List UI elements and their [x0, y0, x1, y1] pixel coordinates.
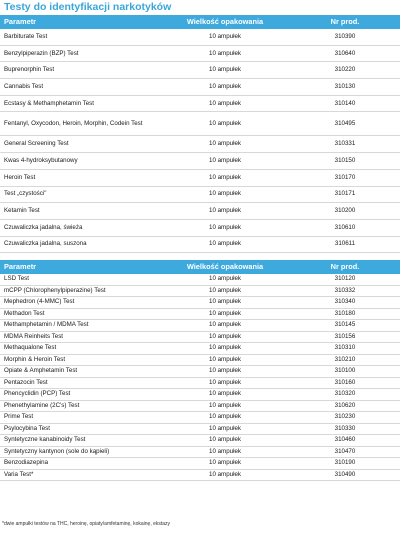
cell-product-number: 310230	[290, 412, 400, 424]
cell-package-size: 10 ampułek	[160, 446, 290, 458]
drug-tests-table-2	[0, 260, 400, 481]
cell-product-number: 310390	[290, 29, 400, 45]
cell-product-number: 310100	[290, 366, 400, 378]
table-row	[0, 308, 400, 320]
table-row	[0, 285, 400, 297]
cell-test-name: Varia Test*	[0, 469, 160, 481]
cell-test-name: Czuwaliczka jadalna, świeża	[0, 219, 160, 236]
table-row	[0, 45, 400, 62]
header-product-number: Nr prod.	[290, 260, 400, 274]
table-row	[0, 62, 400, 79]
table-row	[0, 354, 400, 366]
cell-product-number: 310170	[290, 169, 400, 186]
cell-product-number: 310490	[290, 469, 400, 481]
table-row	[0, 297, 400, 309]
cell-test-name: General Screening Test	[0, 136, 160, 153]
cell-package-size: 10 ampułek	[160, 79, 290, 96]
cell-product-number: 310640	[290, 45, 400, 62]
cell-package-size: 10 ampułek	[160, 343, 290, 355]
header-product-number: Nr prod.	[290, 15, 400, 29]
cell-test-name: Methadon Test	[0, 308, 160, 320]
cell-package-size: 10 ampułek	[160, 320, 290, 332]
table-row	[0, 412, 400, 424]
cell-test-name: Pentazocin Test	[0, 377, 160, 389]
cell-test-name: Methamphetamin / MDMA Test	[0, 320, 160, 332]
cell-package-size: 10 ampułek	[160, 95, 290, 112]
cell-product-number: 310130	[290, 79, 400, 96]
cell-product-number: 310156	[290, 331, 400, 343]
cell-package-size: 10 ampułek	[160, 400, 290, 412]
table-row	[0, 320, 400, 332]
cell-package-size: 10 ampułek	[160, 136, 290, 153]
cell-product-number: 310171	[290, 186, 400, 203]
cell-product-number: 310340	[290, 297, 400, 309]
cell-product-number: 310460	[290, 435, 400, 447]
cell-product-number: 310610	[290, 219, 400, 236]
table-row	[0, 389, 400, 401]
cell-product-number: 310611	[290, 236, 400, 253]
table-row	[0, 274, 400, 285]
table-row	[0, 423, 400, 435]
cell-package-size: 10 ampułek	[160, 423, 290, 435]
table-row	[0, 377, 400, 389]
page-title: Testy do identyfikacji narkotyków	[4, 1, 172, 13]
cell-product-number: 310120	[290, 274, 400, 285]
cell-package-size: 10 ampułek	[160, 169, 290, 186]
cell-test-name: Heroin Test	[0, 169, 160, 186]
cell-package-size: 10 ampułek	[160, 412, 290, 424]
table-row	[0, 203, 400, 220]
cell-test-name: Benzodiazepina	[0, 458, 160, 470]
cell-test-name: Benzylpiperazin (BZP) Test	[0, 45, 160, 62]
table-row	[0, 29, 400, 45]
cell-package-size: 10 ampułek	[160, 331, 290, 343]
cell-product-number: 310620	[290, 400, 400, 412]
cell-package-size: 10 ampułek	[160, 308, 290, 320]
cell-product-number: 310320	[290, 389, 400, 401]
table-header-row	[0, 15, 400, 29]
cell-package-size: 10 ampułek	[160, 458, 290, 470]
cell-product-number: 310160	[290, 377, 400, 389]
cell-product-number: 310210	[290, 354, 400, 366]
cell-package-size: 10 ampułek	[160, 62, 290, 79]
table-row	[0, 136, 400, 153]
cell-test-name: Syntetyczny kantynon (sole do kąpieli)	[0, 446, 160, 458]
table-row	[0, 400, 400, 412]
table-row	[0, 169, 400, 186]
cell-test-name: Morphin & Heroin Test	[0, 354, 160, 366]
table-row	[0, 366, 400, 378]
cell-package-size: 10 ampułek	[160, 186, 290, 203]
cell-test-name: MDMA Reinheits Test	[0, 331, 160, 343]
table-row	[0, 79, 400, 96]
cell-test-name: Prime Test	[0, 412, 160, 424]
cell-package-size: 10 ampułek	[160, 236, 290, 253]
cell-product-number: 310145	[290, 320, 400, 332]
cell-package-size: 10 ampułek	[160, 112, 290, 136]
table-header-row	[0, 260, 400, 274]
cell-test-name: LSD Test	[0, 274, 160, 285]
cell-package-size: 10 ampułek	[160, 366, 290, 378]
cell-product-number: 310220	[290, 62, 400, 79]
table-row	[0, 458, 400, 470]
cell-product-number: 310150	[290, 153, 400, 170]
cell-test-name: Cannabis Test	[0, 79, 160, 96]
cell-test-name: Test „czystości"	[0, 186, 160, 203]
cell-test-name: Phencyclidin (PCP) Test	[0, 389, 160, 401]
cell-package-size: 10 ampułek	[160, 45, 290, 62]
cell-test-name: Kwas 4-hydroksybutanowy	[0, 153, 160, 170]
cell-package-size: 10 ampułek	[160, 29, 290, 45]
header-parametr: Parametr	[0, 15, 160, 29]
cell-package-size: 10 ampułek	[160, 219, 290, 236]
cell-product-number: 310332	[290, 285, 400, 297]
cell-product-number: 310330	[290, 423, 400, 435]
cell-test-name: Buprenorphin Test	[0, 62, 160, 79]
cell-test-name: Barbiturate Test	[0, 29, 160, 45]
cell-test-name: Opiate & Amphetamin Test	[0, 366, 160, 378]
cell-test-name: Fentanyl, Oxycodon, Heroin, Morphin, Codein Test	[0, 112, 160, 136]
table-row	[0, 95, 400, 112]
table-row	[0, 331, 400, 343]
cell-package-size: 10 ampułek	[160, 203, 290, 220]
table-row	[0, 236, 400, 253]
header-package-size: Wielkość opakowania	[160, 15, 290, 29]
drug-tests-table-1	[0, 15, 400, 253]
table-row	[0, 469, 400, 481]
table-row	[0, 112, 400, 136]
cell-test-name: Mephedron (4-MMC) Test	[0, 297, 160, 309]
cell-test-name: Methaqualone Test	[0, 343, 160, 355]
cell-product-number: 310495	[290, 112, 400, 136]
cell-package-size: 10 ampułek	[160, 297, 290, 309]
cell-product-number: 310310	[290, 343, 400, 355]
cell-product-number: 310190	[290, 458, 400, 470]
cell-product-number: 310200	[290, 203, 400, 220]
cell-product-number: 310331	[290, 136, 400, 153]
cell-product-number: 310180	[290, 308, 400, 320]
cell-test-name: Syntetyczne kanabinoidy Test	[0, 435, 160, 447]
cell-package-size: 10 ampułek	[160, 285, 290, 297]
cell-test-name: Phenethylamine (2C's) Test	[0, 400, 160, 412]
cell-test-name: Ecstasy & Methamphetamin Test	[0, 95, 160, 112]
footnote: *dwie ampułki testów na THC, heroinę, opiaty/amfetaminę, kokainę, ekstazy	[2, 521, 171, 527]
table-row	[0, 446, 400, 458]
cell-package-size: 10 ampułek	[160, 389, 290, 401]
table-row	[0, 186, 400, 203]
cell-package-size: 10 ampułek	[160, 354, 290, 366]
table-row	[0, 435, 400, 447]
table-row	[0, 343, 400, 355]
cell-test-name: Czuwaliczka jadalna, suszona	[0, 236, 160, 253]
cell-product-number: 310140	[290, 95, 400, 112]
table-row	[0, 219, 400, 236]
cell-test-name: mCPP (Chlorophenylpiperazine) Test	[0, 285, 160, 297]
cell-package-size: 10 ampułek	[160, 469, 290, 481]
cell-package-size: 10 ampułek	[160, 435, 290, 447]
cell-package-size: 10 ampułek	[160, 377, 290, 389]
header-parametr: Parametr	[0, 260, 160, 274]
cell-product-number: 310470	[290, 446, 400, 458]
cell-package-size: 10 ampułek	[160, 153, 290, 170]
cell-test-name: Psylocybina Test	[0, 423, 160, 435]
cell-test-name: Ketamin Test	[0, 203, 160, 220]
header-package-size: Wielkość opakowania	[160, 260, 290, 274]
table-row	[0, 153, 400, 170]
cell-package-size: 10 ampułek	[160, 274, 290, 285]
